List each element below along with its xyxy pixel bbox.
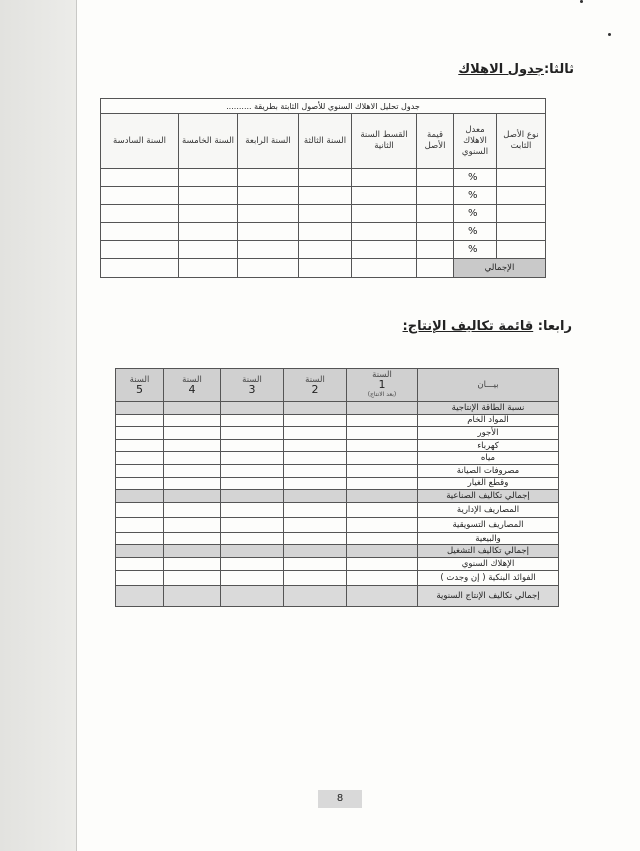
page-number: 8 — [318, 790, 362, 808]
table-cell[interactable] — [116, 427, 164, 440]
year-word: السنة — [182, 375, 202, 385]
table-cell[interactable] — [221, 545, 284, 558]
table-cell[interactable] — [299, 259, 352, 278]
row-label-bank-interest: الفوائد البنكية ( إن وجدت ) — [418, 570, 559, 585]
table-cell[interactable] — [221, 490, 284, 503]
table-cell[interactable] — [116, 557, 164, 570]
table-cell[interactable] — [284, 402, 347, 415]
row-label-wages: الأجور — [418, 427, 559, 440]
table-cell[interactable] — [221, 439, 284, 452]
table-row — [116, 532, 559, 545]
table-cell[interactable] — [417, 205, 454, 223]
section3-prefix: ثالثا: — [543, 62, 574, 77]
header-year3: السنة الثالثة — [299, 114, 352, 169]
table-cell[interactable] — [417, 223, 454, 241]
table-cell[interactable] — [284, 490, 347, 503]
table-cell[interactable] — [101, 241, 179, 259]
table-cell[interactable] — [116, 490, 164, 503]
percent-cell[interactable]: % — [454, 187, 497, 205]
table-cell[interactable] — [347, 490, 418, 503]
table-row — [116, 452, 559, 465]
table-cell[interactable] — [238, 223, 299, 241]
table-cell[interactable] — [238, 169, 299, 187]
table-cell[interactable] — [221, 570, 284, 585]
table-cell[interactable] — [164, 414, 221, 427]
table-cell[interactable] — [116, 477, 164, 490]
table-cell[interactable] — [221, 402, 284, 415]
table-cell[interactable] — [116, 532, 164, 545]
section3-heading — [458, 62, 574, 77]
table-cell[interactable] — [221, 427, 284, 440]
table-cell[interactable] — [284, 427, 347, 440]
table-row — [101, 223, 546, 241]
header-depreciation-rate: معدل الاهلاك السنوي — [454, 114, 497, 169]
table-cell[interactable] — [284, 517, 347, 532]
table-cell[interactable] — [164, 477, 221, 490]
table-row — [101, 241, 546, 259]
table-cell[interactable] — [221, 452, 284, 465]
table-cell[interactable] — [116, 570, 164, 585]
table-cell[interactable] — [116, 502, 164, 517]
year-word: السنة — [372, 370, 392, 380]
year-number: 2 — [311, 383, 319, 396]
table-cell[interactable] — [497, 187, 546, 205]
table-cell[interactable] — [101, 205, 179, 223]
year-number: 3 — [248, 383, 256, 396]
table-cell[interactable] — [352, 169, 417, 187]
production-costs-table — [115, 368, 559, 607]
table-cell[interactable] — [299, 241, 352, 259]
table-cell[interactable] — [116, 414, 164, 427]
table-cell[interactable] — [497, 223, 546, 241]
total-label: الإجمالي — [454, 259, 546, 278]
header-year4: السنة الرابعة — [238, 114, 299, 169]
table-cell[interactable] — [179, 241, 238, 259]
table-row — [101, 169, 546, 187]
table-cell[interactable] — [116, 464, 164, 477]
table-cell[interactable] — [299, 169, 352, 187]
header-year6: السنة السادسة — [101, 114, 179, 169]
table-cell[interactable] — [164, 452, 221, 465]
table-row — [116, 439, 559, 452]
table-row — [116, 490, 559, 503]
row-label-admin-expenses: المصاريف الإدارية — [418, 502, 559, 517]
table-cell[interactable] — [179, 205, 238, 223]
table-cell[interactable] — [347, 414, 418, 427]
table-cell[interactable] — [116, 585, 164, 606]
table-cell[interactable] — [164, 464, 221, 477]
row-label-production-total: إجمالي تكاليف الإنتاج السنوية — [418, 585, 559, 606]
table-cell[interactable] — [221, 585, 284, 606]
table-cell[interactable] — [101, 187, 179, 205]
table-cell[interactable] — [347, 464, 418, 477]
table-cell[interactable] — [284, 502, 347, 517]
scan-speck — [608, 33, 611, 36]
row-label-marketing-expenses: المصاريف التسويقية — [418, 517, 559, 532]
table-cell[interactable] — [116, 402, 164, 415]
section4-title: قائمة تكاليف الإنتاج: — [402, 319, 534, 334]
table-cell[interactable] — [164, 517, 221, 532]
table-cell[interactable] — [299, 205, 352, 223]
table-cell[interactable] — [221, 557, 284, 570]
year-word: السنة — [305, 375, 325, 385]
table-cell[interactable] — [352, 259, 417, 278]
table-cell[interactable] — [101, 259, 179, 278]
table-cell[interactable] — [101, 223, 179, 241]
table-cell[interactable] — [284, 464, 347, 477]
header-asset-type: نوع الأصل الثابت — [497, 114, 546, 169]
year-word: السنة — [129, 375, 150, 385]
table-cell[interactable] — [179, 169, 238, 187]
table-cell[interactable] — [347, 477, 418, 490]
table-cell[interactable] — [497, 205, 546, 223]
table-row — [116, 427, 559, 440]
table-cell[interactable] — [164, 502, 221, 517]
table-cell[interactable] — [116, 517, 164, 532]
table-cell[interactable] — [347, 532, 418, 545]
table-cell[interactable] — [352, 205, 417, 223]
table-row — [116, 570, 559, 585]
table-cell[interactable] — [164, 570, 221, 585]
header-statement: بيـــان — [418, 369, 559, 402]
table-cell[interactable] — [284, 557, 347, 570]
header-year-5 — [116, 369, 164, 402]
table-row — [101, 187, 546, 205]
table-cell[interactable] — [221, 532, 284, 545]
percent-cell[interactable]: % — [454, 241, 497, 259]
table-cell[interactable] — [116, 452, 164, 465]
row-label-depreciation: الإهلاك السنوي — [418, 557, 559, 570]
table-cell[interactable] — [352, 187, 417, 205]
row-label-maintenance: مصروفات الصيانة — [418, 464, 559, 477]
header-year-2 — [284, 369, 347, 402]
header-year2: القسط السنة الثانية — [352, 114, 417, 169]
section4-prefix: رابعا: — [537, 319, 572, 334]
row-label-water: مياه — [418, 452, 559, 465]
table-cell[interactable] — [299, 223, 352, 241]
year-word: السنة — [242, 375, 262, 385]
table-row — [116, 402, 559, 415]
table-cell[interactable] — [284, 439, 347, 452]
total-row — [101, 259, 546, 278]
row-label-raw-materials: المواد الخام — [418, 414, 559, 427]
percent-cell[interactable]: % — [454, 169, 497, 187]
table-cell[interactable] — [238, 187, 299, 205]
table-cell[interactable] — [497, 241, 546, 259]
table-row — [116, 585, 559, 606]
table-cell[interactable] — [347, 439, 418, 452]
table-cell[interactable] — [284, 585, 347, 606]
table-cell[interactable] — [497, 169, 546, 187]
table-row — [116, 414, 559, 427]
table-cell[interactable] — [221, 414, 284, 427]
table-cell[interactable] — [347, 557, 418, 570]
header-year5: السنة الخامسة — [179, 114, 238, 169]
header-year-1 — [347, 369, 418, 402]
table-cell[interactable] — [352, 241, 417, 259]
table-cell[interactable] — [417, 187, 454, 205]
row-label-operating-total: إجمالي تكاليف التشغيل — [418, 545, 559, 558]
table-cell[interactable] — [347, 585, 418, 606]
table-cell[interactable] — [352, 223, 417, 241]
row-label-sales: والبيعية — [418, 532, 559, 545]
header-year-3 — [221, 369, 284, 402]
table-cell[interactable] — [284, 570, 347, 585]
row-label-spare-parts: وقطع الغيار — [418, 477, 559, 490]
table-cell[interactable] — [284, 545, 347, 558]
table-cell[interactable] — [101, 169, 179, 187]
table-cell[interactable] — [116, 439, 164, 452]
table-cell[interactable] — [284, 414, 347, 427]
table-row — [116, 464, 559, 477]
table-cell[interactable] — [417, 259, 454, 278]
row-label-industrial-total: إجمالي تكاليف الصناعية — [418, 490, 559, 503]
table-cell[interactable] — [221, 464, 284, 477]
table-cell[interactable] — [221, 517, 284, 532]
table-cell[interactable] — [284, 452, 347, 465]
table-row — [116, 545, 559, 558]
table-cell[interactable] — [347, 545, 418, 558]
depreciation-table — [100, 98, 546, 278]
table-cell[interactable] — [221, 502, 284, 517]
table-cell[interactable] — [417, 241, 454, 259]
table-cell[interactable] — [179, 259, 238, 278]
table-cell[interactable] — [164, 427, 221, 440]
scan-margin — [0, 0, 76, 851]
year1-note: (بعد الانتاج) — [367, 391, 397, 398]
table-cell[interactable] — [164, 439, 221, 452]
scan-speck — [580, 0, 583, 3]
header-asset-value: قيمة الأصل — [417, 114, 454, 169]
table-row — [116, 517, 559, 532]
table-cell[interactable] — [179, 223, 238, 241]
table-cell[interactable] — [347, 502, 418, 517]
table-cell[interactable] — [347, 570, 418, 585]
table-row — [116, 477, 559, 490]
table-cell[interactable] — [347, 402, 418, 415]
section3-title: جدول الاهلاك — [458, 62, 544, 77]
table-cell[interactable] — [164, 532, 221, 545]
table-cell[interactable] — [164, 402, 221, 415]
table-cell[interactable] — [164, 557, 221, 570]
table-cell[interactable] — [238, 241, 299, 259]
depreciation-table-caption: جدول تحليل الاهلاك السنوي للأصول الثابتة بطريقة .......... — [101, 99, 546, 114]
section4-heading — [403, 319, 572, 334]
table-row — [101, 205, 546, 223]
percent-cell[interactable]: % — [454, 205, 497, 223]
year-number: 1 — [378, 378, 386, 391]
table-cell[interactable] — [221, 477, 284, 490]
table-cell[interactable] — [284, 477, 347, 490]
row-label-capacity: نسبة الطاقة الإنتاجية — [418, 402, 559, 415]
percent-cell[interactable]: % — [454, 223, 497, 241]
table-cell[interactable] — [164, 490, 221, 503]
table-cell[interactable] — [347, 427, 418, 440]
table-cell[interactable] — [238, 205, 299, 223]
table-cell[interactable] — [284, 532, 347, 545]
year-number: 5 — [136, 383, 143, 396]
table-cell[interactable] — [417, 169, 454, 187]
table-cell[interactable] — [347, 452, 418, 465]
year-number: 4 — [188, 383, 196, 396]
table-row — [116, 502, 559, 517]
table-cell[interactable] — [164, 585, 221, 606]
table-cell[interactable] — [179, 187, 238, 205]
table-row — [116, 557, 559, 570]
header-year-4 — [164, 369, 221, 402]
row-label-electricity: كهرباء — [418, 439, 559, 452]
table-cell[interactable] — [164, 545, 221, 558]
table-cell[interactable] — [116, 545, 164, 558]
table-cell[interactable] — [347, 517, 418, 532]
table-cell[interactable] — [238, 259, 299, 278]
table-cell[interactable] — [299, 187, 352, 205]
